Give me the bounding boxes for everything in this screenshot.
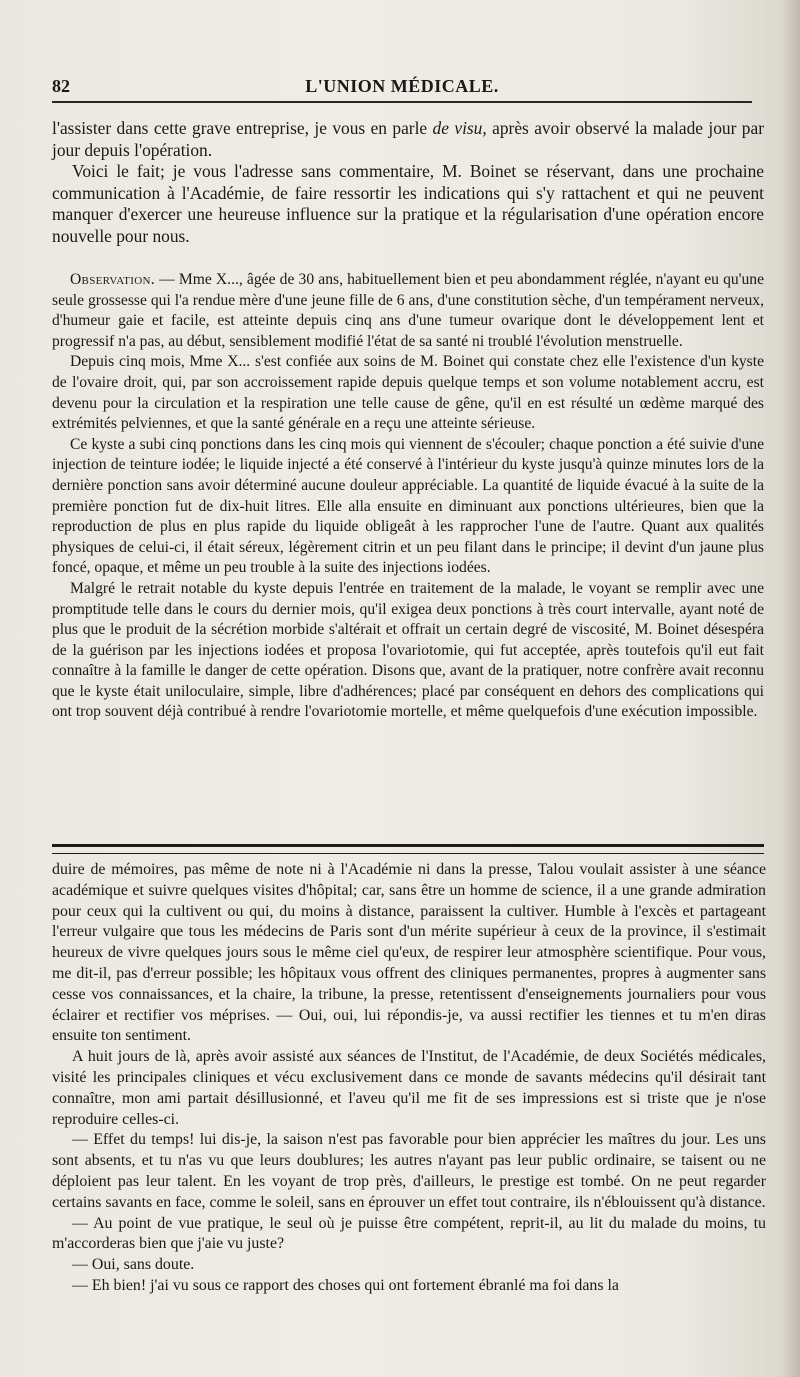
feuilleton-paragraph-2: A huit jours de là, après avoir assisté aux séances de l'Institut, de l'Académie, de deux Sociétés médicales, visité les principales cliniques et vécu exclusivement dans ce monde de savants médecins qu'il désirait tant connaître, mon ami partait désillusionné, et l'aveu qu'il me fit de ses impressions est si triste que je n'ose reproduire celles-ci.: [52, 1048, 766, 1128]
observation-paragraph-3: Ce kyste a subi cinq ponctions dans les cinq mois qui viennent de s'écouler; chaque ponction a été suivie d'une injection de teinture iodée; le liquide injecté a été conservé à l'intérieur du kyste jusqu'à quinze minutes lors de la dernière ponction sans avoir déterminé aucune douleur appréciable. La quantité de liquide évacué à la suite de la première ponction fut de dix-huit litres. Elle alla ensuite en diminuant aux ponctions ultérieures, bien que la reproduction de plus en plus rapide du liquide obligeât à les rapprocher l'une de l'autre. Quant aux qualités physiques de celui-ci, il était séreux, légèrement citrin et un peu filant dans le principe; il devint d'un jaune plus foncé, opaque, et même un peu trouble à la suite des injections iodées.: [52, 435, 764, 577]
intro-paragraph-2: Voici le fait; je vous l'adresse sans commentaire, M. Boinet se réservant, dans une prochaine communication à l'Académie, de faire ressortir les indications qui s'y rattachent et qui ne peuvent manquer d'exercer une heureuse influence sur la pratique et la régularisation d'une opération encore nouvelle pour nous.: [52, 161, 764, 246]
page-edge-shadow: [782, 0, 800, 1377]
page-number: 82: [52, 76, 70, 96]
observation-text-1: — Mme X..., âgée de 30 ans, habituellement bien et peu abondamment réglée, n'ayant eu qu'une seule grossesse qui l'a rendue mère d'une jeune fille de 6 ans, d'une constitution sèche, d'un tempérament nerveux, d'humeur gaie et facile, est atteinte depuis cinq ans d'une tumeur ovarique dont le développement lent et progressif n'a pas, au début, sensiblement modifié l'état de sa santé ni troublé l'évolution menstruelle.: [52, 271, 765, 350]
feuilleton-paragraph-3: — Effet du temps! lui dis-je, la saison n'est pas favorable pour bien apprécier les maîtres du jour. Les uns sont absents, et tu n'as vu que leurs doublures; les autres n'ayant pas leur public ordinaire, se taisent ou ne déploient pas leur talent. En les voyant de trop près, d'ailleurs, le prestige est tombé. On ne peut regarder certains savants en face, comme le soleil, sans en éprouver un effet tout contraire, ils n'éblouissent qu'à distance.: [52, 1131, 766, 1211]
feuilleton-divider: [52, 844, 764, 854]
article-intro: [52, 118, 764, 247]
journal-title: L'UNION MÉDICALE.: [305, 76, 499, 96]
header-rule: [52, 101, 752, 103]
intro-emphasis: de visu,: [432, 118, 487, 138]
intro-text-1: l'assister dans cette grave entreprise, je vous en parle: [52, 118, 428, 138]
observation-paragraph-4: Malgré le retrait notable du kyste depuis l'entrée en traitement de la malade, le voyant se remplir avec une promptitude telle dans le cours du dernier mois, qu'il exigea deux ponctions à très court intervalle, ayant noté de plus que le produit de la sécrétion morbide s'altérait et offrait un certain degré de viscosité, M. Boinet désespéra de la guérison par les injections iodées et proposa l'ovariotomie, qui fut acceptée, après toutefois qu'il eut fait connaître à la famille le danger de cette opération. Disons que, avant de la pratiquer, notre confrère avait reconnu que le kyste était uniloculaire, simple, libre d'adhérences; placé par conséquent en dehors des complications qui ont trop souvent déjà contribué à rendre l'ovariotomie mortelle, et même quelquefois d'une exécution impossible.: [52, 579, 764, 721]
observation-paragraph-2: Depuis cinq mois, Mme X... s'est confiée aux soins de M. Boinet qui constate chez elle l'existence d'un kyste de l'ovaire droit, qui, par son accroissement rapide depuis quelque temps et son volume notablement accru, est devenu pour la circulation et la respiration une telle cause de gêne, qu'il en est résulté un œdème marqué des extrémités pelviennes, et que la santé générale en a reçu une atteinte sérieuse.: [52, 353, 764, 433]
observation-paragraph-1: [52, 270, 764, 352]
intro-paragraph-1: [52, 118, 764, 161]
feuilleton-section: [52, 860, 766, 1297]
feuilleton-paragraph-4: — Au point de vue pratique, le seul où je puisse être compétent, reprit-il, au lit du malade du moins, tu m'accorderas bien que j'aie vu juste?: [52, 1214, 766, 1253]
observation-label: Observation.: [70, 271, 155, 288]
intro-text-1-end: après avoir observé la malade jour par jour depuis l'opération.: [52, 118, 764, 160]
feuilleton-paragraph-1: duire de mémoires, pas même de note ni à l'Académie ni dans la presse, Talou voulait assister à une séance académique et suivre quelques visites d'hôpital; car, sans être un homme de science, il a une grande admiration pour ceux qui la cultivent ou qui, du moins à distance, paraissent la cultiver. Humble à l'excès et partageant l'erreur vulgaire que tous les médecins de Paris sont d'un mérite supérieur à ceux de la province, il s'estimait heureux de vivre quelques jours sous le même ciel qu'eux, de respirer leur atmosphère scientifique. Pour vous, me dit-il, pas d'erreur possible; les hôpitaux vous offrent des cliniques permanentes, propres à augmenter sans cesse vos connaissances, et la chaire, la tribune, la presse, retentissent d'enseignements journaliers pour vous éclairer et rectifier vos méprises. — Oui, oui, lui répondis-je, va aussi rectifier les tiennes et tu m'en diras ensuite ton sentiment.: [52, 861, 766, 1045]
feuilleton-paragraph-6: — Eh bien! j'ai vu sous ce rapport des choses qui ont fortement ébranlé ma foi dans la: [72, 1276, 619, 1294]
feuilleton-paragraph-5: — Oui, sans doute.: [72, 1256, 195, 1274]
observation-section: [52, 270, 764, 723]
page-header: [52, 76, 752, 102]
